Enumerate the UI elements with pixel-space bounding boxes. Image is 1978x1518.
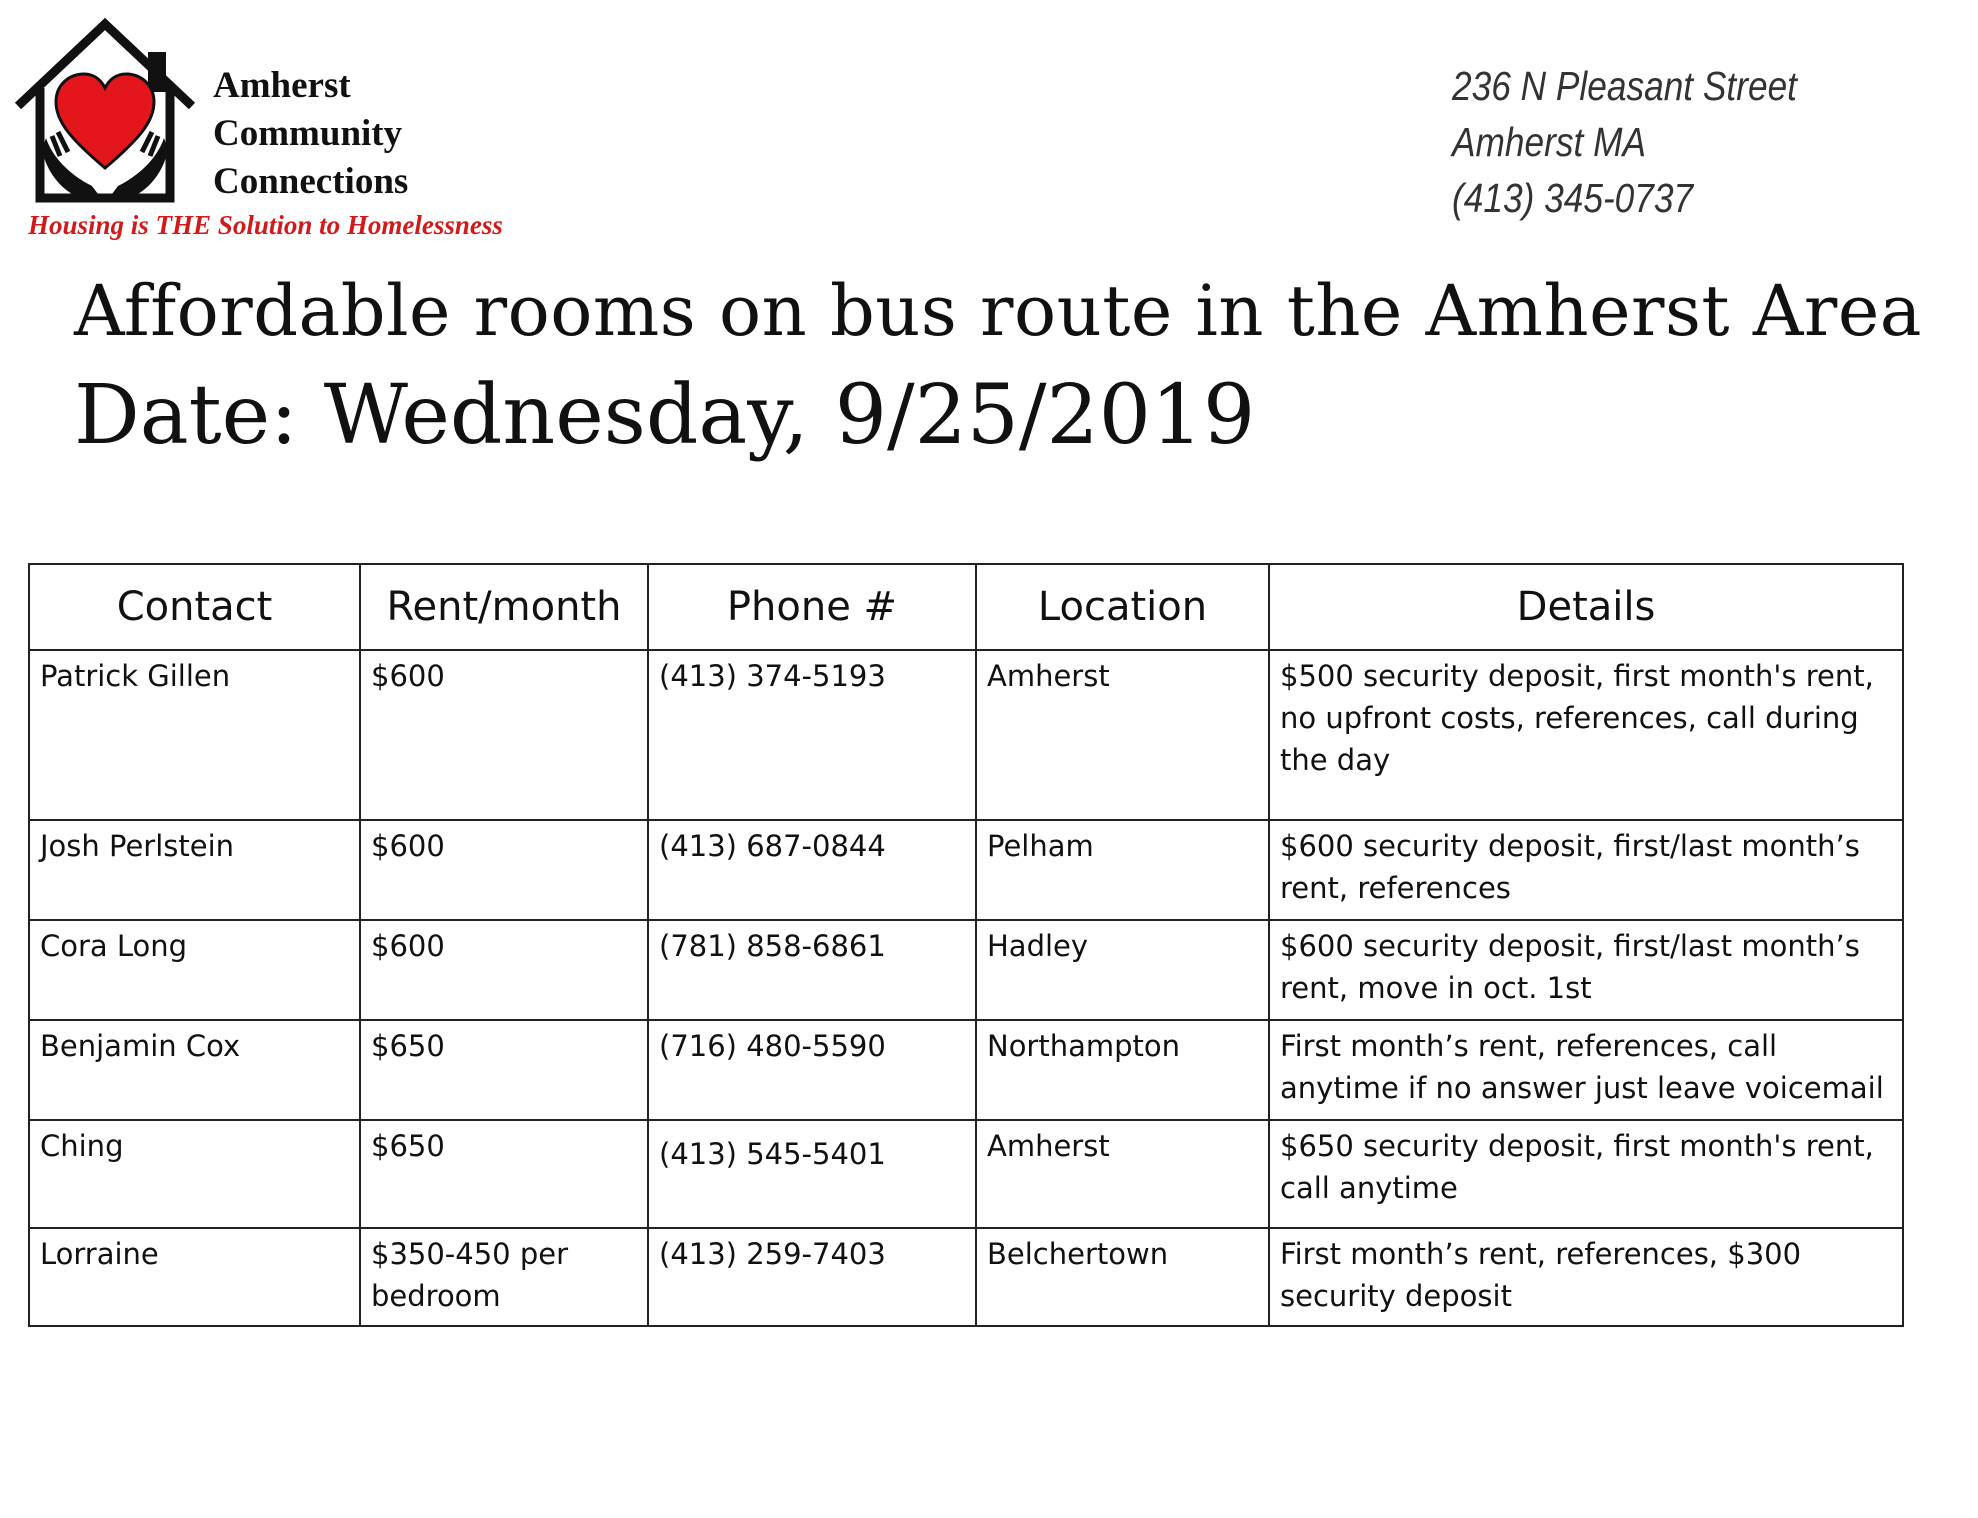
cell-location: Hadley [976,920,1269,1020]
column-header-details: Details [1269,564,1903,650]
cell-phone: (413) 545-5401 [648,1120,976,1228]
cell-contact: Josh Perlstein [29,820,360,920]
cell-rent: $650 [360,1120,648,1228]
cell-phone: (413) 374-5193 [648,650,976,820]
cell-phone: (716) 480-5590 [648,1020,976,1120]
org-name-line: Connections [213,161,409,202]
table-row [29,1228,1903,1326]
column-header-location: Location [976,564,1269,650]
cell-contact: Ching [29,1120,360,1228]
organization-address [1452,58,1797,226]
cell-details: First month’s rent, references, call anytime if no answer just leave voicemail [1269,1020,1903,1120]
cell-contact: Patrick Gillen [29,650,360,820]
address-city: Amherst MA [1452,119,1646,165]
column-header-phone: Phone # [648,564,976,650]
cell-phone: (413) 259-7403 [648,1228,976,1326]
cell-phone: (413) 687-0844 [648,820,976,920]
tagline: Housing is THE Solution to Homelessness [28,210,503,240]
cell-contact: Lorraine [29,1228,360,1326]
cell-location: Pelham [976,820,1269,920]
column-header-contact: Contact [29,564,360,650]
cell-details: First month’s rent, references, $300 security deposit [1269,1228,1903,1326]
cell-location: Amherst [976,650,1269,820]
cell-rent: $600 [360,920,648,1020]
table-header-row [29,564,1903,650]
table-row [29,1020,1903,1120]
address-street: 236 N Pleasant Street [1452,63,1797,109]
cell-contact: Cora Long [29,920,360,1020]
table-row [29,820,1903,920]
cell-rent: $350-450 per bedroom [360,1228,648,1326]
cell-location: Amherst [976,1120,1269,1228]
cell-details: $650 security deposit, first month's rent, call anytime [1269,1120,1903,1228]
page-title: Affordable rooms on bus route in the Amherst Area [74,270,1922,352]
org-name-line: Community [213,113,403,154]
table-row [29,1120,1903,1228]
cell-contact: Benjamin Cox [29,1020,360,1120]
cell-details: $500 security deposit, first month's rent, no upfront costs, references, call during the day [1269,650,1903,820]
column-header-rent: Rent/month [360,564,648,650]
table-row [29,650,1903,820]
organization-name [213,62,408,206]
cell-location: Northampton [976,1020,1269,1120]
house-heart-hands-logo-icon [12,18,198,208]
org-name-line: Amherst [213,65,351,106]
cell-rent: $600 [360,650,648,820]
address-phone: (413) 345-0737 [1452,175,1694,221]
cell-rent: $650 [360,1020,648,1120]
listings-table [28,563,1904,1327]
table-row [29,920,1903,1020]
cell-phone: (781) 858-6861 [648,920,976,1020]
cell-details: $600 security deposit, first/last month’s rent, references [1269,820,1903,920]
cell-rent: $600 [360,820,648,920]
cell-location: Belchertown [976,1228,1269,1326]
organization-logo [8,14,548,246]
date-line: Date: Wednesday, 9/25/2019 [74,368,1256,463]
cell-details: $600 security deposit, first/last month’s rent, move in oct. 1st [1269,920,1903,1020]
